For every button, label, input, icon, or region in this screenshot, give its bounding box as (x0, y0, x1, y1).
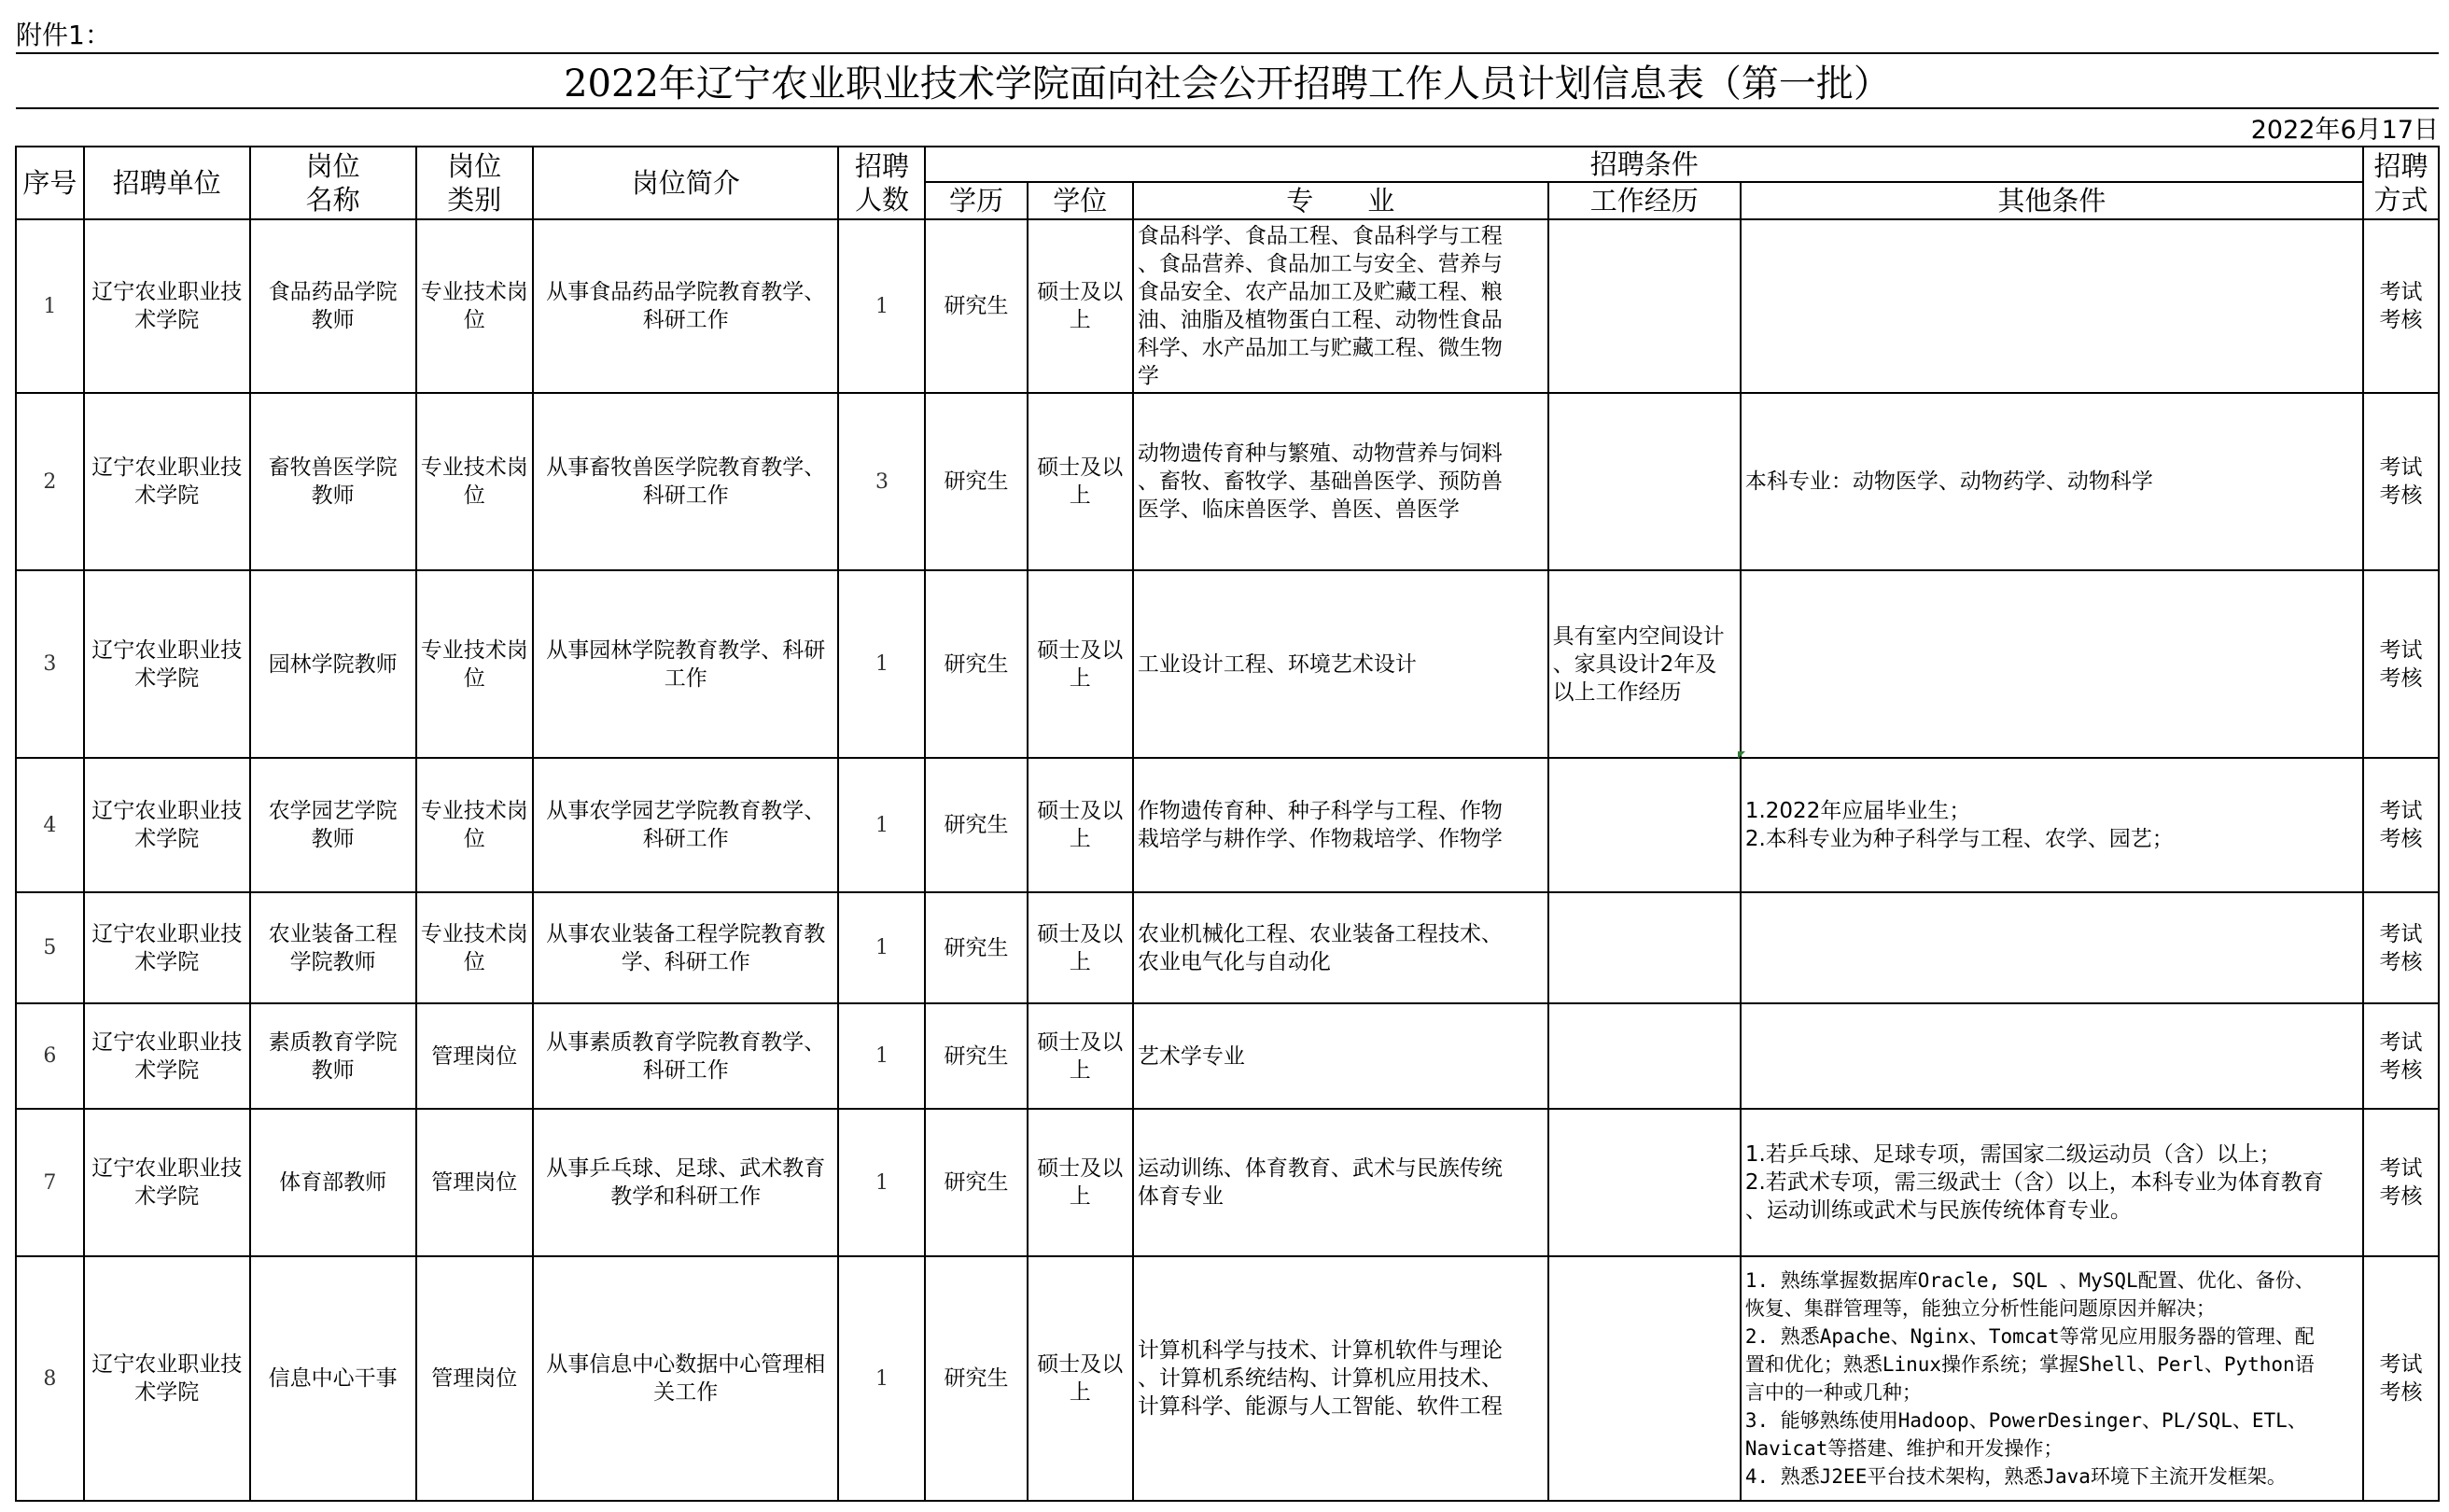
row-post-type: 专业技术岗 位 (416, 570, 533, 758)
row-major: 计算机科学与技术、计算机软件与理论 、计算机系统结构、计算机应用技术、 计算科学、能源与人工智能、软件工程 (1133, 1256, 1548, 1501)
row-experience (1548, 219, 1741, 393)
annex-label: 附件1： (16, 15, 2439, 53)
row-unit: 辽宁农业职业技 术学院 (84, 570, 250, 758)
row-post-desc: 从事食品药品学院教育教学、 科研工作 (533, 219, 839, 393)
row-education: 研究生 (925, 892, 1027, 1003)
date-label: 2022年6月17日 (16, 108, 2439, 147)
row-post-name: 园林学院教师 (250, 570, 416, 758)
row-experience (1548, 892, 1741, 1003)
row-education: 研究生 (925, 1003, 1027, 1109)
row-seq: 4 (16, 758, 84, 892)
page-title: 2022年辽宁农业职业技术学院面向社会公开招聘工作人员计划信息表（第一批） (16, 53, 2439, 108)
row-post-desc: 从事素质教育学院教育教学、 科研工作 (533, 1003, 839, 1109)
row-education: 研究生 (925, 1256, 1027, 1501)
row-method: 考试 考核 (2363, 1109, 2439, 1256)
row-method: 考试 考核 (2363, 570, 2439, 758)
table-row (16, 570, 2439, 758)
row-post-type: 专业技术岗 位 (416, 892, 533, 1003)
row-method: 考试 考核 (2363, 892, 2439, 1003)
row-degree: 硕士及以 上 (1028, 892, 1133, 1003)
row-count: 1 (838, 758, 925, 892)
row-method: 考试 考核 (2363, 758, 2439, 892)
row-education: 研究生 (925, 1109, 1027, 1256)
row-major: 作物遗传育种、种子科学与工程、作物 栽培学与耕作学、作物栽培学、作物学 (1133, 758, 1548, 892)
row-other (1741, 1003, 2363, 1109)
table-row (16, 1109, 2439, 1256)
header-education: 学历 (925, 182, 1027, 219)
row-degree: 硕士及以 上 (1028, 1109, 1133, 1256)
header-conditions: 招聘条件 (925, 147, 2363, 182)
row-major: 工业设计工程、环境艺术设计 (1133, 570, 1548, 758)
header-seq: 序号 (16, 147, 84, 219)
row-experience: 具有室内空间设计 、家具设计2年及 以上工作经历 (1548, 570, 1741, 758)
row-post-name: 农业装备工程 学院教师 (250, 892, 416, 1003)
row-count: 1 (838, 570, 925, 758)
row-other (1741, 570, 2363, 758)
row-major: 动物遗传育种与繁殖、动物营养与饲料 、畜牧、畜牧学、基础兽医学、预防兽 医学、临床兽医学、兽医、兽医学 (1133, 393, 1548, 570)
row-seq: 1 (16, 219, 84, 393)
row-education: 研究生 (925, 219, 1027, 393)
row-post-name: 农学园艺学院 教师 (250, 758, 416, 892)
row-education: 研究生 (925, 570, 1027, 758)
row-method: 考试 考核 (2363, 1003, 2439, 1109)
row-count: 1 (838, 892, 925, 1003)
header-unit: 招聘单位 (84, 147, 250, 219)
header-post-desc: 岗位简介 (533, 147, 839, 219)
row-other: 1. 熟练掌握数据库Oracle, SQL 、MySQL配置、优化、备份、 恢复、集群管理等，能独立分析性能问题原因并解决； 2. 熟悉Apache、Nginx、Tomcat等常见应用服务器的管理、配 置和优化；熟悉Linux操作系统；掌握Shell、Perl、Python语 言中的一种或几种； 3. 能够熟练使用Hadoop、PowerDesinger、PL/SQL、ETL、 Navicat等搭建、维护和开发操作； 4. 熟悉J2EE平台技术架构，熟悉Java环境下主流开发框架。 (1741, 1256, 2363, 1501)
row-post-type: 管理岗位 (416, 1109, 533, 1256)
row-count: 3 (838, 393, 925, 570)
row-count: 1 (838, 1109, 925, 1256)
row-post-desc: 从事信息中心数据中心管理相 关工作 (533, 1256, 839, 1501)
row-seq: 3 (16, 570, 84, 758)
row-post-name: 食品药品学院 教师 (250, 219, 416, 393)
row-method: 考试 考核 (2363, 393, 2439, 570)
row-method: 考试 考核 (2363, 1256, 2439, 1501)
row-experience (1548, 1003, 1741, 1109)
table-row (16, 1003, 2439, 1109)
row-seq: 6 (16, 1003, 84, 1109)
row-count: 1 (838, 219, 925, 393)
header-major: 专 业 (1133, 182, 1548, 219)
row-post-type: 专业技术岗 位 (416, 758, 533, 892)
header-experience: 工作经历 (1548, 182, 1741, 219)
row-degree: 硕士及以 上 (1028, 758, 1133, 892)
row-post-desc: 从事畜牧兽医学院教育教学、 科研工作 (533, 393, 839, 570)
recruitment-table (15, 15, 2440, 1502)
row-unit: 辽宁农业职业技 术学院 (84, 892, 250, 1003)
row-post-name: 畜牧兽医学院 教师 (250, 393, 416, 570)
row-post-type: 专业技术岗 位 (416, 219, 533, 393)
row-other: 1.若乒乓球、足球专项，需国家二级运动员（含）以上； 2.若武术专项，需三级武士（含）以上，本科专业为体育教育 、运动训练或武术与民族传统体育专业。 (1741, 1109, 2363, 1256)
row-experience (1548, 393, 1741, 570)
header-post-name: 岗位 名称 (250, 147, 416, 219)
row-post-type: 专业技术岗 位 (416, 393, 533, 570)
row-major: 运动训练、体育教育、武术与民族传统 体育专业 (1133, 1109, 1548, 1256)
row-unit: 辽宁农业职业技 术学院 (84, 393, 250, 570)
header-post-type: 岗位 类别 (416, 147, 533, 219)
row-experience (1548, 1109, 1741, 1256)
row-degree: 硕士及以 上 (1028, 219, 1133, 393)
row-major: 食品科学、食品工程、食品科学与工程 、食品营养、食品加工与安全、营养与 食品安全、农产品加工及贮藏工程、粮 油、油脂及植物蛋白工程、动物性食品 科学、水产品加工与贮藏工程、微生物 学 (1133, 219, 1548, 393)
row-other: 1.2022年应届毕业生； 2.本科专业为种子科学与工程、农学、园艺； (1741, 758, 2363, 892)
header-other: 其他条件 (1741, 182, 2363, 219)
row-method: 考试 考核 (2363, 219, 2439, 393)
row-post-type: 管理岗位 (416, 1003, 533, 1109)
table-row (16, 219, 2439, 393)
row-other (1741, 892, 2363, 1003)
row-unit: 辽宁农业职业技 术学院 (84, 1256, 250, 1501)
row-education: 研究生 (925, 393, 1027, 570)
row-post-desc: 从事园林学院教育教学、科研 工作 (533, 570, 839, 758)
row-degree: 硕士及以 上 (1028, 1003, 1133, 1109)
cell-comment-marker (1738, 751, 1745, 759)
row-experience (1548, 758, 1741, 892)
row-major: 艺术学专业 (1133, 1003, 1548, 1109)
row-unit: 辽宁农业职业技 术学院 (84, 758, 250, 892)
header-degree: 学位 (1028, 182, 1133, 219)
row-seq: 5 (16, 892, 84, 1003)
row-count: 1 (838, 1256, 925, 1501)
row-seq: 2 (16, 393, 84, 570)
row-count: 1 (838, 1003, 925, 1109)
row-other: 本科专业：动物医学、动物药学、动物科学 (1741, 393, 2363, 570)
row-major: 农业机械化工程、农业装备工程技术、 农业电气化与自动化 (1133, 892, 1548, 1003)
row-unit: 辽宁农业职业技 术学院 (84, 1003, 250, 1109)
row-other (1741, 219, 2363, 393)
row-unit: 辽宁农业职业技 术学院 (84, 219, 250, 393)
row-post-name: 体育部教师 (250, 1109, 416, 1256)
row-degree: 硕士及以 上 (1028, 1256, 1133, 1501)
table-row (16, 1256, 2439, 1501)
table-row (16, 758, 2439, 892)
row-post-desc: 从事农学园艺学院教育教学、 科研工作 (533, 758, 839, 892)
row-education: 研究生 (925, 758, 1027, 892)
row-unit: 辽宁农业职业技 术学院 (84, 1109, 250, 1256)
row-post-desc: 从事农业装备工程学院教育教 学、科研工作 (533, 892, 839, 1003)
table-row (16, 892, 2439, 1003)
table-row (16, 393, 2439, 570)
header-count: 招聘 人数 (838, 147, 925, 219)
row-post-name: 素质教育学院 教师 (250, 1003, 416, 1109)
row-experience (1548, 1256, 1741, 1501)
row-post-name: 信息中心干事 (250, 1256, 416, 1501)
row-degree: 硕士及以 上 (1028, 393, 1133, 570)
row-degree: 硕士及以 上 (1028, 570, 1133, 758)
row-seq: 8 (16, 1256, 84, 1501)
row-seq: 7 (16, 1109, 84, 1256)
row-post-desc: 从事乒乓球、足球、武术教育 教学和科研工作 (533, 1109, 839, 1256)
row-post-type: 管理岗位 (416, 1256, 533, 1501)
header-method: 招聘 方式 (2363, 147, 2439, 219)
